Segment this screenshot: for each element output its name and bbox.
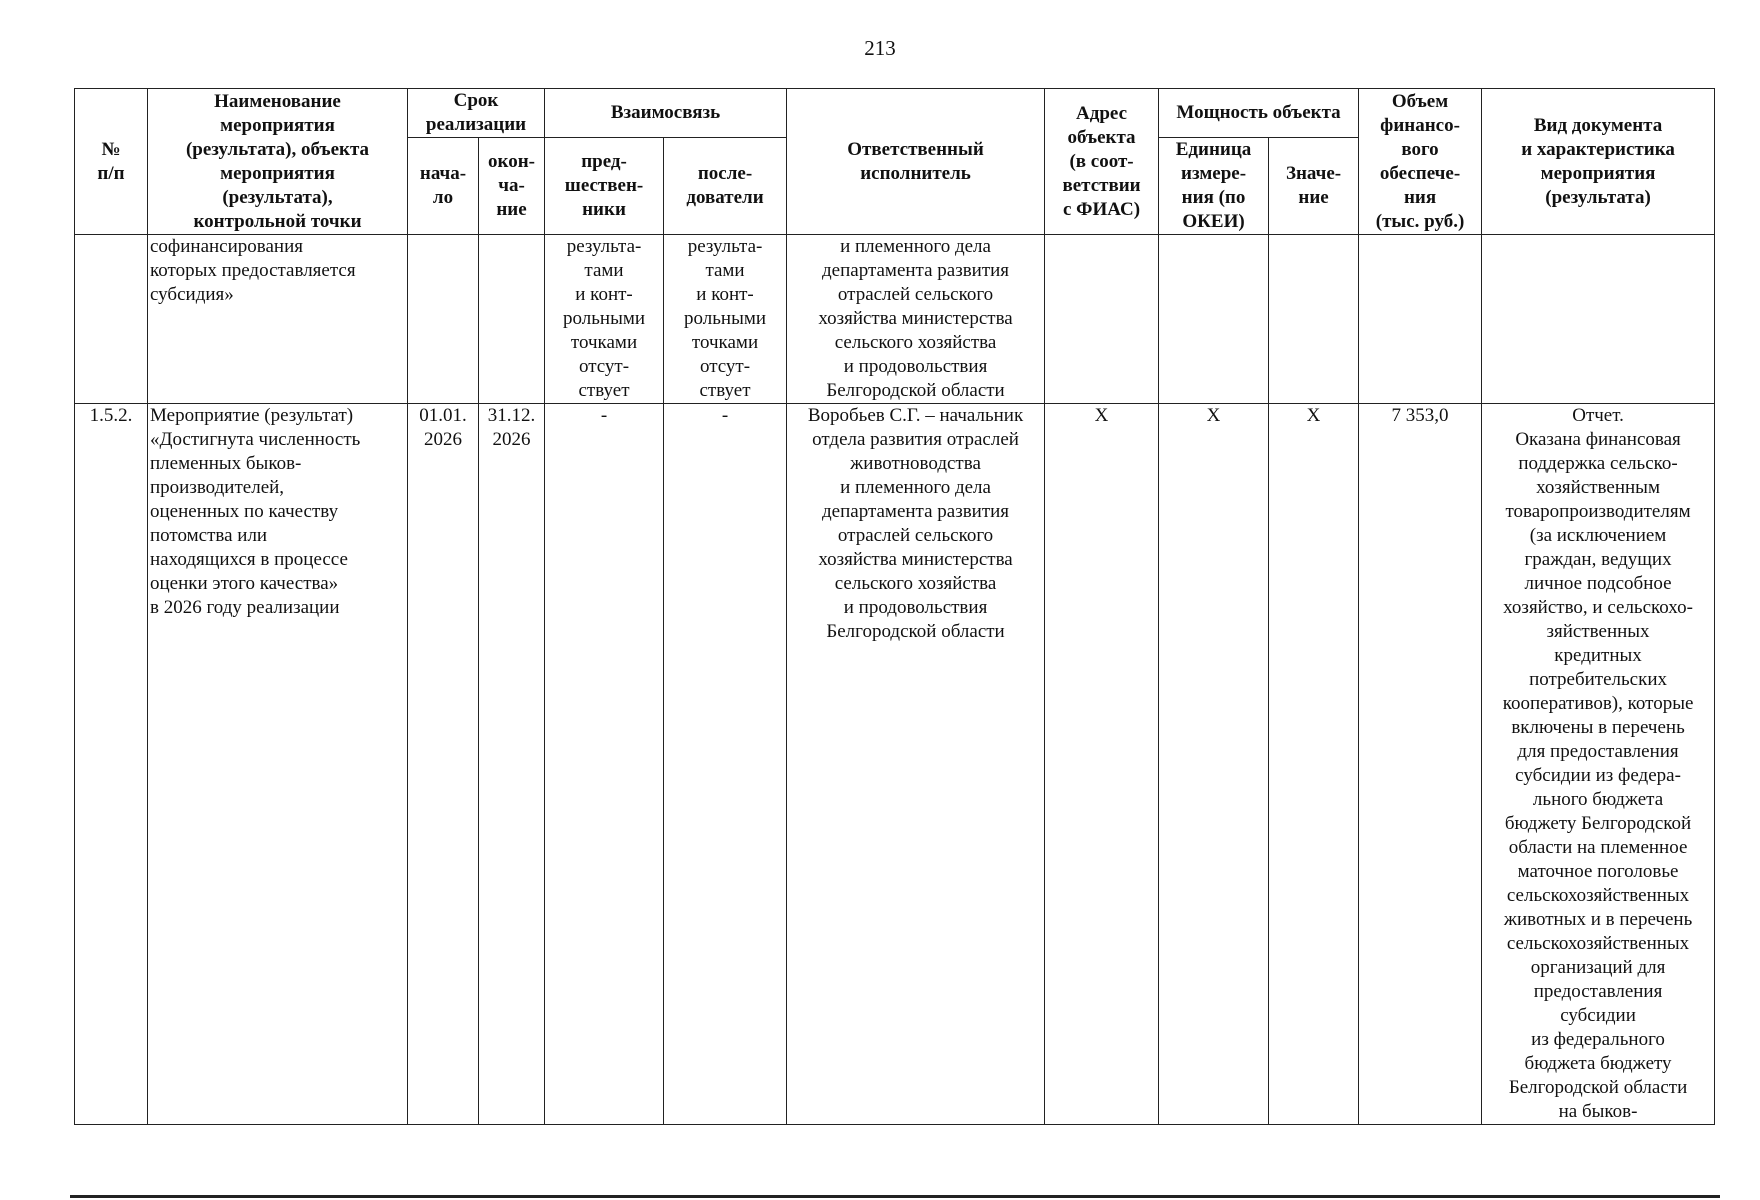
header-capacity: Мощность объекта — [1159, 89, 1359, 138]
header-successors: после- дователи — [664, 138, 787, 235]
cell-responsible: и племенного дела департамента развития отраслей сельского хозяйства министерства сельского хозяйства и продовольствия Белгородской области — [787, 235, 1045, 404]
cell-start — [408, 235, 479, 404]
cell-address: X — [1045, 404, 1159, 1125]
cell-num: 1.5.2. — [75, 404, 148, 1125]
cell-num — [75, 235, 148, 404]
cell-predecessors: результа- тами и конт- рольными точками отсут- ствует — [545, 235, 664, 404]
header-finance: Объем финансо- вого обеспече- ния (тыс. руб.) — [1359, 89, 1482, 235]
cell-finance — [1359, 235, 1482, 404]
page-number: 213 — [864, 36, 896, 60]
cell-address — [1045, 235, 1159, 404]
cell-doc: Отчет. Оказана финансовая поддержка сельско- хозяйственным товаропроизводителям (за исключением граждан, ведущих личное подсобное хозяйство, и сельскохо- зяйственных кредитных потребительских кооперативов), которые включены в перечень для предоставления субсидии из федера- льного бюджета бюджету Белгородской области на племенное маточное поголовье сельскохозяйственных животных и в перечень сельскохозяйственных организаций для предоставления субсидии из федерального бюджета бюджету Белгородской области на быков- — [1482, 404, 1715, 1125]
cell-end: 31.12. 2026 — [479, 404, 545, 1125]
table-row — [75, 404, 1715, 1125]
cell-end — [479, 235, 545, 404]
cell-successors: результа- тами и конт- рольными точками отсут- ствует — [664, 235, 787, 404]
cell-unit: X — [1159, 404, 1269, 1125]
header-address: Адрес объекта (в соот- ветствии с ФИАС) — [1045, 89, 1159, 235]
header-value: Значе- ние — [1269, 138, 1359, 235]
table-row — [75, 235, 1715, 404]
cell-finance: 7 353,0 — [1359, 404, 1482, 1125]
header-doc: Вид документа и характеристика мероприятия (результата) — [1482, 89, 1715, 235]
header-term: Срок реализации — [408, 89, 545, 138]
header-unit: Единица измере- ния (по ОКЕИ) — [1159, 138, 1269, 235]
header-predecessors: пред- шествен- ники — [545, 138, 664, 235]
cell-predecessors: - — [545, 404, 664, 1125]
cell-doc — [1482, 235, 1715, 404]
cell-responsible: Воробьев С.Г. – начальник отдела развития отраслей животноводства и племенного дела департамента развития отраслей сельского хозяйства министерства сельского хозяйства и продовольствия Белгородской области — [787, 404, 1045, 1125]
bottom-rule — [70, 1195, 1720, 1198]
cell-unit — [1159, 235, 1269, 404]
plan-table — [74, 88, 1715, 1125]
header-responsible: Ответственный исполнитель — [787, 89, 1045, 235]
cell-name: Мероприятие (результат) «Достигнута численность племенных быков- производителей, оцененных по качеству потомства или находящихся в процессе оценки этого качества» в 2026 году реализации — [148, 404, 408, 1125]
cell-start: 01.01. 2026 — [408, 404, 479, 1125]
cell-value — [1269, 235, 1359, 404]
header-name: Наименование мероприятия (результата), объекта мероприятия (результата), контрольной точки — [148, 89, 408, 235]
header-link: Взаимосвязь — [545, 89, 787, 138]
cell-successors: - — [664, 404, 787, 1125]
cell-value: X — [1269, 404, 1359, 1125]
cell-name: софинансирования которых предоставляется субсидия» — [148, 235, 408, 404]
header-term-end: окон- ча- ние — [479, 138, 545, 235]
header-num: № п/п — [75, 89, 148, 235]
header-term-start: нача- ло — [408, 138, 479, 235]
header-row-1 — [75, 89, 1715, 138]
